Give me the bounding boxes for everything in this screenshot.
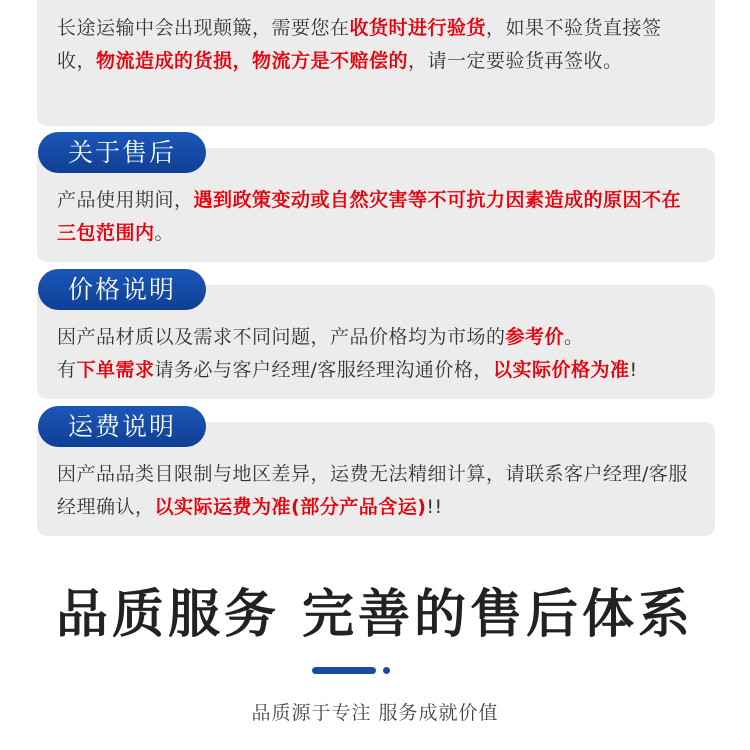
shipping-card: [37, 0, 715, 126]
service-subtitle: 品质源于专注 服务成就价值: [251, 702, 499, 724]
after-sales-text: 产品使用期间，遇到政策变动或自然灾害等不可抗力因素造成的原因不在三包范围内。: [57, 189, 682, 244]
price-tab: 价格说明: [38, 269, 206, 310]
freight-tab: 运费说明: [38, 406, 206, 447]
price-line-1: 因产品材质以及需求不同问题，产品价格均为市场的参考价。: [57, 326, 584, 348]
service-heading: 品质服务 完善的售后体系: [55, 585, 695, 645]
divider-bar: [312, 667, 376, 674]
shipping-text: 长途运输中会出现颠簸，需要您在收货时进行验货，如果不验货直接签收，物流造成的货损，物流方是不赔偿的，请一定要验货再签收。: [57, 17, 662, 72]
divider-dot: [383, 667, 390, 674]
after-sales-tab: 关于售后: [38, 132, 206, 173]
price-line-2: 有下单需求请务必与客户经理/客服经理沟通价格，以实际价格为准!: [57, 359, 638, 381]
freight-text: 因产品品类目限制与地区差异，运费无法精细计算，请联系客户经理/客服经理确认，以实际运费为准(部分产品含运)!!: [57, 463, 688, 518]
